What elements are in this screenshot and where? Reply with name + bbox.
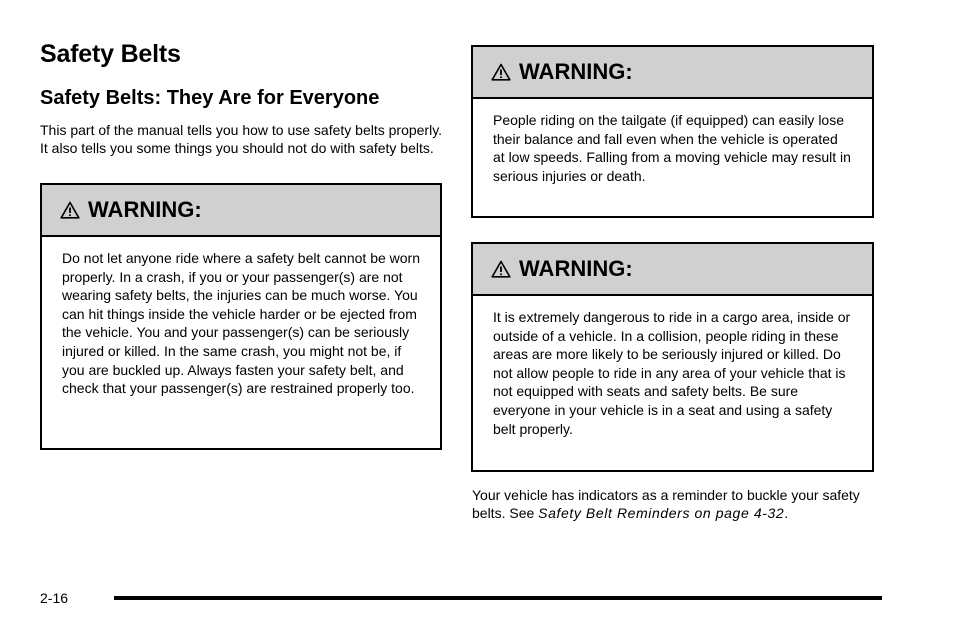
closing-text: Your vehicle has indicators as a reminder to buckle your safety belts. See xyxy=(472,487,860,521)
closing-paragraph xyxy=(472,486,872,522)
page-title: Safety Belts xyxy=(40,40,181,68)
warning-label: WARNING: xyxy=(88,197,202,222)
warning-text: People riding on the tailgate (if equipped) can easily lose their balance and fall even when the vehicle is operated at low speeds. Falling from a moving vehicle may result in serious injuries or death. xyxy=(493,112,851,184)
warning-text: It is extremely dangerous to ride in a cargo area, inside or outside of a vehicle. In a collision, people riding in these areas are more likely to be seriously injured or killed. Do not allow people to ride in any area of your vehicle that is not equipped with seats and safety belts. Be sure everyone in your vehicle is in a seat and using a safety belt properly. xyxy=(493,309,851,437)
cross-reference-link[interactable]: Safety Belt Reminders on page 4-32 xyxy=(538,505,785,521)
warning-box-seatbelt xyxy=(40,183,442,450)
warning-label: WARNING: xyxy=(519,256,633,281)
warning-label: WARNING: xyxy=(519,59,633,84)
warning-text: Do not let anyone ride where a safety belt cannot be worn properly. In a crash, if you or your passenger(s) are not wearing safety belts, the injuries can be much worse. You can hit things inside the vehicle harder or be ejected from the vehicle. You and your passenger(s) can be seriously injured or killed. In the same crash, you might not be, if you are buckled up. Always fasten your safety belt, and check that your passenger(s) are restrained properly too. xyxy=(62,250,420,397)
section-heading: Safety Belts: They Are for Everyone xyxy=(40,87,380,109)
closing-suffix: . xyxy=(784,505,789,521)
intro-paragraph: This part of the manual tells you how to use safety belts properly. It also tells you some things you should not do with safety belts. xyxy=(40,122,443,156)
footer-rule xyxy=(114,596,882,600)
warning-triangle-icon xyxy=(491,260,511,278)
warning-header xyxy=(42,185,440,237)
warning-header xyxy=(473,244,872,296)
warning-box-cargo-area xyxy=(471,242,874,472)
warning-box-tailgate xyxy=(471,45,874,218)
warning-triangle-icon xyxy=(491,63,511,81)
warning-triangle-icon xyxy=(60,201,80,219)
page-number: 2-16 xyxy=(40,590,69,606)
warning-header xyxy=(473,47,872,99)
